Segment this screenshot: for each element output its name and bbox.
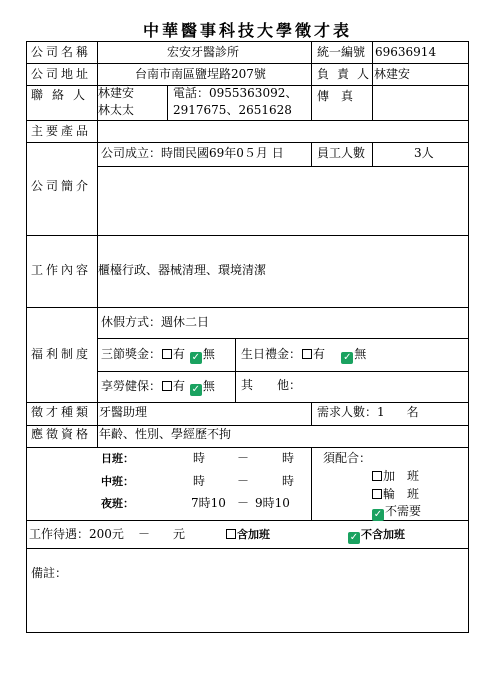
contact-person-1: 林建安 — [98, 86, 135, 100]
company-name-value: 宏安牙醫診所 — [167, 45, 240, 59]
insurance-yes-checkbox[interactable] — [162, 381, 172, 391]
with-overtime-checkbox[interactable] — [226, 529, 236, 539]
row-divider — [27, 120, 468, 121]
owner-label: 負責人 — [317, 67, 378, 81]
row-divider — [27, 63, 468, 64]
row-divider — [27, 307, 468, 308]
col-divider — [311, 402, 312, 425]
headcount-row — [317, 406, 419, 420]
with-overtime-label: 含加班 — [237, 528, 270, 541]
overtime-checkbox[interactable] — [372, 471, 382, 481]
cooperate-label: 須配合： — [323, 451, 372, 465]
overtime-label: 加 班 — [383, 469, 420, 483]
employees-label: 員工人數 — [317, 146, 366, 160]
owner-value: 林建安 — [374, 67, 411, 81]
row-divider — [27, 548, 468, 549]
pay-unit: 元 — [173, 527, 186, 541]
other-label: 其 他： — [241, 378, 302, 392]
phone-line-1: 電話：0955363092、 — [173, 86, 298, 100]
bonus-row — [101, 348, 215, 364]
company-name-label: 公司名稱 — [31, 45, 92, 59]
mid-shift-label: 中班： — [101, 475, 134, 488]
unified-no-label: 統一編號 — [317, 45, 366, 59]
col-divider — [372, 142, 373, 166]
col-divider — [97, 42, 98, 235]
bonus-no-label: 無 — [202, 347, 215, 361]
bonus-yes-label: 有 — [173, 347, 186, 361]
bonus-yes-checkbox[interactable] — [162, 349, 172, 359]
contact-label: 聯絡人 — [31, 88, 95, 102]
mid-shift-start-unit: 時 — [193, 474, 206, 488]
birthday-label: 生日禮金： — [241, 347, 302, 361]
fax-label: 傳 真 — [317, 89, 354, 103]
overtime-option — [371, 470, 419, 484]
form-table — [26, 41, 469, 633]
birthday-yes-label: 有 — [313, 347, 326, 361]
birthday-no-checkbox[interactable]: ✓ — [343, 352, 352, 363]
headcount-label: 需求人數： — [317, 405, 378, 419]
birthday-yes-checkbox[interactable] — [302, 349, 312, 359]
row-divider — [97, 338, 468, 339]
rotation-option — [371, 488, 419, 502]
address-label: 公司地址 — [31, 67, 92, 81]
address-value: 台南市南區鹽埕路207號 — [135, 67, 266, 81]
row-divider — [27, 425, 468, 426]
day-shift-label: 日班： — [101, 452, 134, 465]
pay-label: 工作待遇：200元 — [29, 527, 124, 541]
row-divider — [27, 402, 468, 403]
row-divider — [27, 235, 468, 236]
employees-value: 3人 — [414, 146, 434, 160]
qualification-value: 年齡、性別、學經歷不拘 — [99, 427, 232, 441]
position-label: 徵才種類 — [31, 405, 92, 419]
rotation-label: 輪 班 — [383, 487, 420, 501]
contact-person-2: 林太太 — [98, 103, 135, 117]
pay-dash: － — [138, 527, 151, 541]
qualification-label: 應徵資格 — [31, 427, 92, 441]
insurance-no-label: 無 — [202, 379, 215, 393]
col-divider — [311, 447, 312, 520]
night-shift-start: 7時10 — [191, 496, 226, 510]
job-content-value: 櫃檯行政、器械清理、環境清潔 — [98, 263, 267, 277]
day-shift-start-unit: 時 — [193, 451, 206, 465]
without-overtime-label: 不含加班 — [361, 528, 405, 541]
row-divider — [27, 142, 468, 143]
row-divider — [97, 371, 468, 372]
headcount-value: 1 — [377, 405, 385, 419]
form-title: 中華醫事科技大學徵才表 — [142, 21, 352, 40]
position-value: 牙醫助理 — [99, 405, 148, 419]
row-divider — [27, 447, 468, 448]
insurance-no-checkbox[interactable]: ✓ — [191, 384, 201, 395]
with-overtime-option — [225, 529, 270, 542]
none-label: 不需要 — [385, 504, 422, 518]
notes-label: 備註： — [31, 566, 68, 580]
products-label: 主要產品 — [31, 124, 92, 138]
none-checkbox[interactable]: ✓ — [373, 509, 383, 520]
none-option — [371, 505, 421, 521]
col-divider — [167, 85, 168, 120]
intro-label: 公司簡介 — [31, 179, 92, 193]
without-overtime-option — [347, 529, 405, 544]
insurance-label: 享勞健保： — [101, 379, 162, 393]
day-shift-end-unit: 時 — [282, 451, 295, 465]
night-shift-dash: － — [237, 496, 250, 510]
welfare-label: 福利制度 — [31, 347, 92, 361]
vacation-value: 休假方式：週休二日 — [101, 315, 210, 329]
insurance-yes-label: 有 — [173, 379, 186, 393]
headcount-unit: 名 — [406, 405, 419, 419]
birthday-no-label: 無 — [354, 347, 367, 361]
row-divider — [97, 166, 468, 167]
birthday-row — [241, 348, 366, 364]
founded-value: 公司成立：時間民國69年0５月 日 — [101, 146, 284, 160]
night-shift-label: 夜班： — [101, 497, 134, 510]
mid-shift-end-unit: 時 — [282, 474, 295, 488]
col-divider — [311, 42, 312, 120]
unified-no-value: 69636914 — [375, 45, 437, 59]
rotation-checkbox[interactable] — [372, 489, 382, 499]
night-shift-end: 9時10 — [255, 496, 290, 510]
day-shift-dash: － — [237, 451, 250, 465]
job-content-label: 工作內容 — [31, 263, 92, 277]
bonus-no-checkbox[interactable]: ✓ — [191, 352, 201, 363]
bonus-label: 三節獎金： — [101, 347, 162, 361]
without-overtime-checkbox[interactable]: ✓ — [349, 532, 359, 543]
col-divider — [311, 142, 312, 166]
insurance-row — [101, 380, 215, 396]
mid-shift-dash: － — [237, 474, 250, 488]
phone-line-2: 2917675、2651628 — [173, 103, 292, 117]
col-divider — [235, 338, 236, 402]
